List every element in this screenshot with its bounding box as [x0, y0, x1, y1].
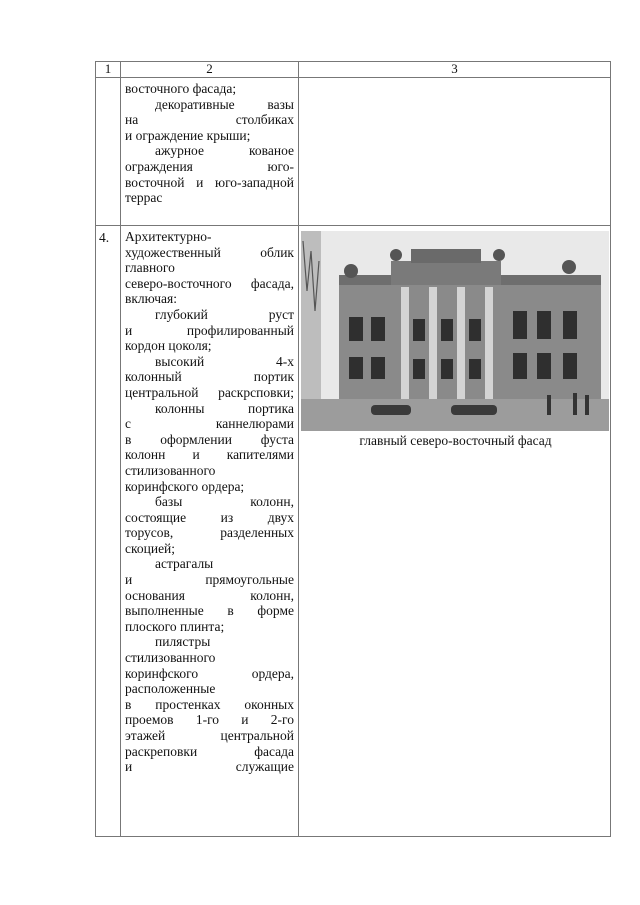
description-cell [121, 78, 299, 226]
text-line: колонный портик [125, 369, 294, 385]
text-line: северо-восточного фасада, [125, 275, 294, 291]
text-line: в оформлении фуста [125, 431, 294, 447]
text-line: главного [125, 260, 175, 276]
description-cell [121, 226, 299, 837]
text-line: расположенные [125, 681, 216, 697]
text-line: коринфского ордера, [125, 665, 294, 681]
text-line: террас [125, 190, 163, 206]
header-col-3: 3 [299, 62, 611, 78]
text-line: стилизованного [125, 650, 216, 666]
text-line: кордон цоколя; [125, 338, 212, 354]
text-line: пилястры [155, 634, 211, 650]
text-line: скоцией; [125, 540, 176, 556]
text-line: и ограждение крыши; [125, 127, 251, 143]
text-line: на столбиках [125, 112, 294, 128]
text-line: центральной раскрсповки; [125, 384, 294, 400]
text-line: в простенках оконных [125, 696, 294, 712]
text-line: восточного фасада; [125, 81, 237, 96]
text-line: включая: [125, 291, 177, 307]
text-line: основания колонн, [125, 587, 294, 603]
text-line: художественный облик [125, 244, 294, 260]
text-line: астрагалы [155, 556, 214, 572]
text-line: раскреповки фасада [125, 743, 294, 759]
photo-caption: главный северо-восточный фасад [359, 433, 552, 448]
text-line: с каннелюрами [125, 416, 294, 432]
table-row [96, 78, 611, 226]
text-line: базы колонн, [155, 494, 294, 510]
text-line: колонн и капителями [125, 447, 294, 463]
text-line: ограждения юго- [125, 158, 294, 174]
photo-cell [299, 78, 611, 226]
text-line: и прямоугольные [125, 572, 294, 588]
header-col-1: 1 [96, 62, 121, 78]
text-line: Архитектурно- [125, 229, 212, 244]
text-line: колонны портика [155, 400, 294, 416]
text-line: глубокий руст [155, 306, 294, 322]
text-line: выполненные в форме [125, 603, 294, 619]
text-line: восточной и юго-западной [125, 174, 294, 190]
text-line: плоского плинта; [125, 618, 225, 634]
text-line: проемов 1-го и 2-го [125, 712, 294, 728]
header-row [96, 62, 611, 78]
text-line: ажурное кованое [155, 143, 294, 159]
row-number: 4. [96, 226, 121, 837]
text-line: декоративные вазы [155, 96, 294, 112]
building-facade-photo [301, 231, 609, 431]
text-line: и служащие [125, 759, 294, 775]
document-table [95, 61, 611, 837]
header-col-2: 2 [121, 62, 299, 78]
row-number-cell [96, 78, 121, 226]
text-line: коринфского ордера; [125, 478, 245, 494]
text-line: и профилированный [125, 322, 294, 338]
text-line: торусов, разделенных [125, 525, 294, 541]
table-row [96, 226, 611, 837]
text-line: этажей центральной [125, 728, 294, 743]
text-line: состоящие из двух [125, 509, 294, 525]
text-line: высокий 4-х [155, 353, 294, 369]
text-line: стилизованного [125, 462, 216, 478]
photo-cell [299, 226, 611, 837]
